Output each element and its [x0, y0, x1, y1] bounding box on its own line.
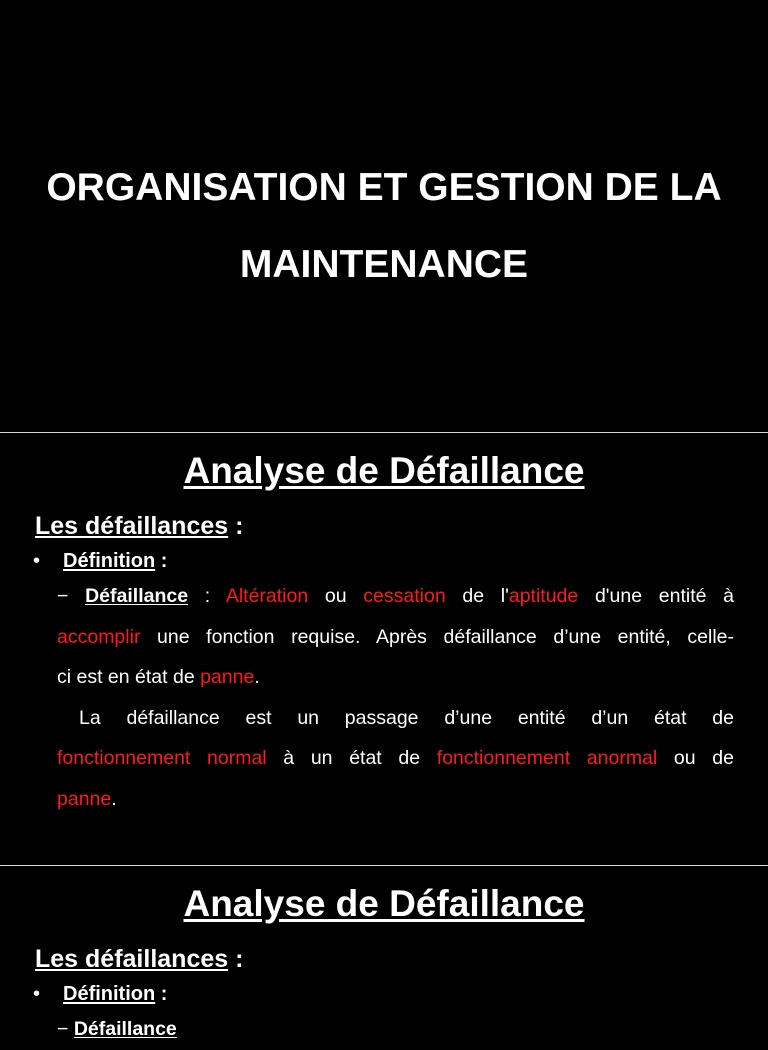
paragraph-2-line-2 — [57, 738, 734, 779]
subtitle-text: Les défaillances — [35, 945, 229, 973]
text-segment: à un état de — [266, 747, 437, 769]
text-segment: de l' — [445, 585, 509, 607]
subtitle — [35, 945, 243, 974]
bullet-colon: : — [155, 983, 168, 1005]
dash-icon: − — [57, 585, 69, 607]
definition-paragraph-cut — [57, 1009, 734, 1050]
bullet-label: Définition — [63, 983, 156, 1005]
bullet-definition — [33, 550, 167, 573]
definition-line-2 — [57, 617, 734, 658]
bullet-label: Définition — [63, 550, 156, 572]
text-segment: . — [254, 666, 260, 688]
definition-term: Défaillance — [85, 585, 189, 607]
subtitle — [35, 512, 243, 541]
definition-line-1 — [57, 576, 734, 617]
bullet-definition — [33, 983, 167, 1006]
bullet-colon: : — [155, 550, 168, 572]
highlight-word: cessation — [363, 585, 446, 607]
text-segment: une fonction requise. Après défaillance d’une entité, celle- — [140, 625, 734, 648]
text-segment: : — [188, 585, 226, 607]
highlight-word: panne — [57, 787, 112, 810]
highlight-word: fonctionnement anormal — [436, 747, 658, 769]
title-slide — [0, 0, 768, 432]
paragraph-2-line-3 — [57, 779, 734, 820]
highlight-word: panne — [200, 666, 255, 688]
main-title-line-2: MAINTENANCE — [239, 243, 529, 286]
paragraph-2-line-1 — [57, 698, 734, 739]
text-segment: d'une entité à — [578, 585, 734, 607]
main-title-line-1: ORGANISATION ET GESTION DE LA — [46, 166, 722, 209]
bullet-icon: • — [33, 983, 41, 1005]
text-segment: La défaillance est un passage d’une entité d’un état de — [79, 706, 734, 729]
bullet-icon: • — [33, 550, 41, 572]
highlight-word: fonctionnement normal — [57, 747, 267, 769]
content-slide-2 — [0, 866, 768, 1040]
definition-line-1 — [57, 1009, 734, 1050]
subtitle-colon: : — [228, 512, 244, 540]
highlight-word: accomplir — [57, 625, 141, 648]
subtitle-colon: : — [228, 945, 244, 973]
section-title: Analyse de Défaillance — [183, 883, 585, 924]
subtitle-text: Les défaillances — [35, 512, 229, 540]
text-segment: ou — [308, 585, 364, 607]
text-segment: ci est en état de — [57, 666, 201, 688]
definition-paragraph — [57, 576, 734, 819]
text-segment: ou de — [657, 747, 734, 769]
dash-icon: − — [57, 1018, 69, 1040]
text-segment: . — [111, 787, 117, 810]
definition-line-3 — [57, 657, 734, 698]
section-title: Analyse de Défaillance — [183, 450, 585, 491]
highlight-word: Altération — [225, 585, 309, 607]
highlight-word: aptitude — [508, 585, 579, 607]
content-slide-1 — [0, 433, 768, 865]
definition-term: Défaillance — [73, 1018, 177, 1040]
